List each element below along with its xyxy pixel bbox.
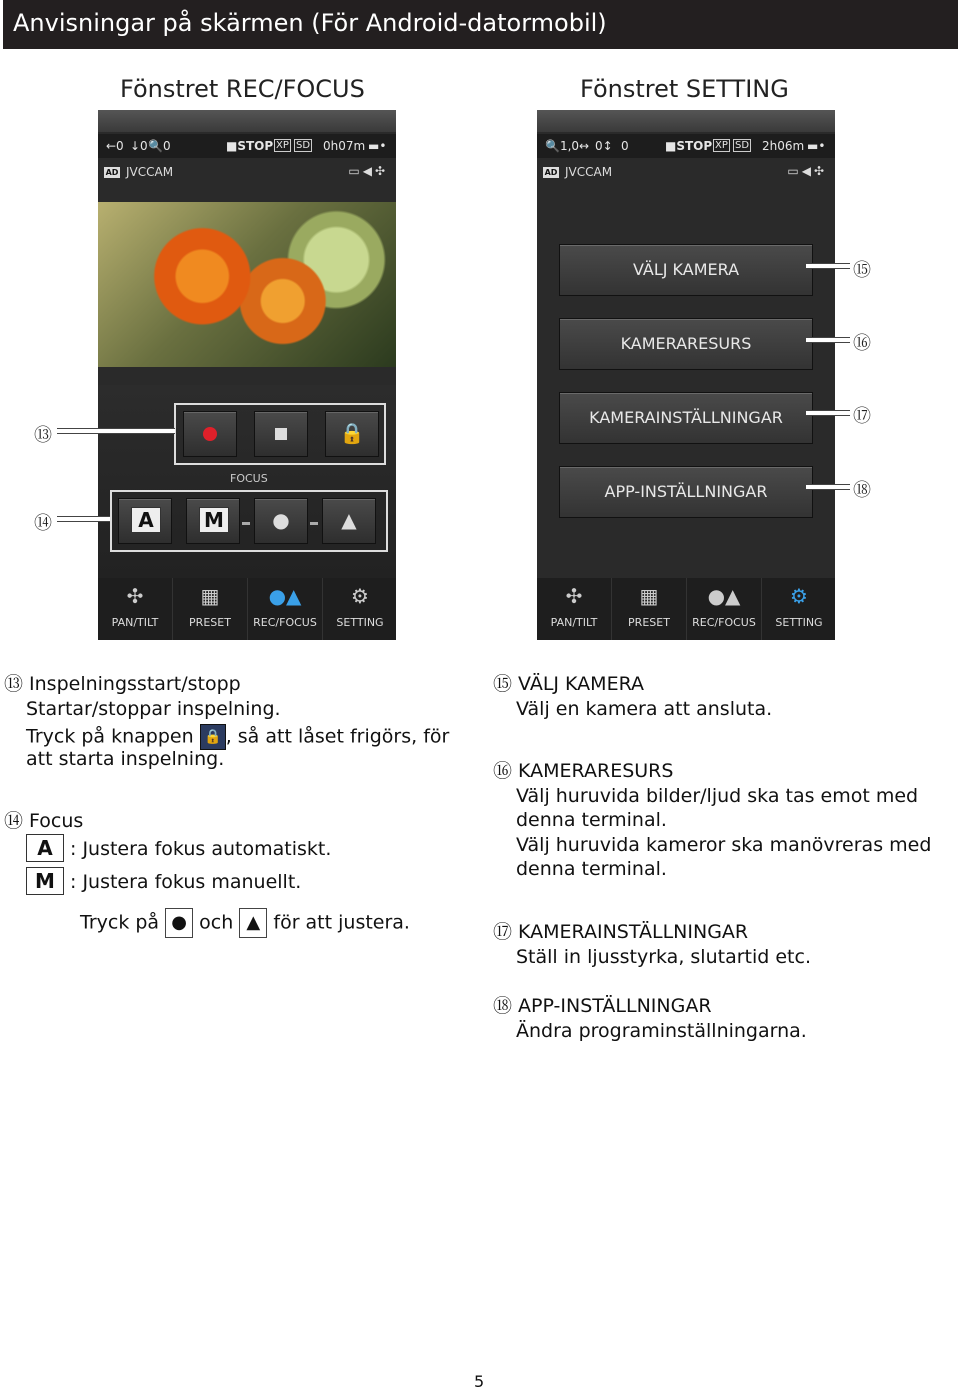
camera-preview bbox=[98, 202, 396, 367]
nav-pan-tilt[interactable] bbox=[537, 578, 612, 640]
callout-14: ⑭ bbox=[34, 513, 52, 534]
item13-title: ⑬ Inspelningsstart/stopp bbox=[4, 673, 241, 695]
app-settings-button[interactable]: APP-INSTÄLLNINGAR bbox=[559, 466, 813, 518]
focus-auto-button[interactable] bbox=[118, 498, 172, 544]
focus-dash bbox=[242, 522, 250, 525]
callout-15: ⑮ bbox=[853, 260, 871, 281]
record-time: 0h07m bbox=[323, 139, 366, 153]
person-icon: ● bbox=[272, 508, 290, 532]
gear-icon: ⚙ bbox=[790, 584, 808, 608]
item17-title: ⑰ KAMERAINSTÄLLNINGAR bbox=[493, 921, 749, 943]
preset-icon: ▦ bbox=[639, 584, 659, 608]
battery-icon: ▬• bbox=[368, 139, 387, 153]
zoom-value: 🔍0 bbox=[148, 139, 171, 153]
nav-setting[interactable] bbox=[762, 578, 835, 640]
item14-adjust-a: Tryck på bbox=[80, 911, 160, 934]
focus-manual-icon: M bbox=[199, 507, 229, 533]
setting-title: Fönstret SETTING bbox=[580, 75, 789, 103]
tilt-value: 0↕ bbox=[595, 139, 613, 153]
nav-pan-tilt[interactable] bbox=[98, 578, 173, 640]
item16-line4: denna terminal. bbox=[516, 858, 667, 880]
bottom-nav bbox=[98, 578, 396, 640]
item18-title: ⑱ APP-INSTÄLLNINGAR bbox=[493, 995, 712, 1017]
ad-badge: AD bbox=[544, 168, 558, 177]
focus-far-button[interactable] bbox=[322, 498, 376, 544]
device-status-icons: ▭◀✣ bbox=[787, 164, 827, 178]
item13-line1: Startar/stoppar inspelning. bbox=[26, 698, 281, 720]
item14-adjust-b: och bbox=[199, 911, 234, 934]
nav-label: SETTING bbox=[775, 616, 823, 629]
nav-label: PRESET bbox=[628, 616, 670, 629]
item16-line3: Välj huruvida kameror ska manövreras med bbox=[516, 834, 932, 856]
page-title: Anvisningar på skärmen (För Android-datormobil) bbox=[13, 9, 607, 37]
nav-preset[interactable] bbox=[173, 578, 248, 640]
item16-title: ⑯ KAMERARESURS bbox=[493, 760, 674, 782]
nav-rec-focus[interactable] bbox=[248, 578, 323, 640]
stop-status: ■STOP bbox=[665, 139, 713, 153]
nav-setting[interactable] bbox=[323, 578, 396, 640]
rec-focus-icon: ●▲ bbox=[707, 584, 741, 608]
pan-tilt-icon: ✣ bbox=[565, 584, 583, 608]
pan-tilt-icon: ✣ bbox=[126, 584, 144, 608]
device-row bbox=[98, 162, 396, 184]
focus-manual-button[interactable] bbox=[186, 498, 240, 544]
bottom-nav bbox=[537, 578, 835, 640]
device-name: JVCCAM bbox=[565, 165, 613, 179]
item15-title: ⑮ VÄLJ KAMERA bbox=[493, 673, 644, 695]
item16-line1: Välj huruvida bilder/ljud ska tas emot med bbox=[516, 785, 919, 807]
quality-badge: XP bbox=[276, 140, 289, 151]
quality-badge: XP bbox=[715, 140, 728, 151]
stop-button[interactable] bbox=[254, 411, 308, 457]
focus-dash bbox=[310, 522, 318, 525]
device-name: JVCCAM bbox=[126, 165, 174, 179]
item14-adjust bbox=[80, 908, 410, 938]
item13-line2b: , så att låset frigörs, för bbox=[225, 725, 450, 748]
item14-adjust-c: för att justera. bbox=[273, 911, 410, 934]
record-button[interactable] bbox=[183, 411, 237, 457]
page-number: 5 bbox=[474, 1372, 485, 1391]
record-time: 2h06m bbox=[762, 139, 805, 153]
preset-icon: ▦ bbox=[200, 584, 220, 608]
nav-label: REC/FOCUS bbox=[253, 616, 317, 629]
camera-settings-button[interactable]: KAMERAINSTÄLLNINGAR bbox=[559, 392, 813, 444]
select-camera-button[interactable]: VÄLJ KAMERA bbox=[559, 244, 813, 296]
battery-icon: ▬• bbox=[807, 139, 826, 153]
focus-auto-icon: A bbox=[131, 507, 161, 533]
leader-line-13 bbox=[57, 428, 175, 434]
item14-manual: : Justera fokus manuellt. bbox=[70, 871, 302, 893]
nav-preset[interactable] bbox=[612, 578, 687, 640]
pan-value: ←0 bbox=[106, 139, 124, 153]
callout-16: ⑯ bbox=[853, 333, 871, 354]
nav-rec-focus[interactable] bbox=[687, 578, 762, 640]
header-bar bbox=[3, 0, 958, 49]
mountain-icon: ▲ bbox=[239, 908, 267, 938]
gear-icon: ⚙ bbox=[351, 584, 369, 608]
phone-top-bar bbox=[98, 110, 396, 132]
rec-focus-icon: ●▲ bbox=[268, 584, 302, 608]
person-icon: ● bbox=[165, 908, 193, 938]
nav-label: PRESET bbox=[189, 616, 231, 629]
leader-line-14 bbox=[57, 516, 110, 522]
item16-line2: denna terminal. bbox=[516, 809, 667, 831]
callout-17: ⑰ bbox=[853, 406, 871, 427]
lock-icon: 🔒 bbox=[200, 724, 226, 750]
item14-auto: : Justera fokus automatiskt. bbox=[70, 838, 332, 860]
nav-label: PAN/TILT bbox=[550, 616, 598, 629]
lock-button[interactable] bbox=[325, 411, 379, 457]
stop-status: ■STOP bbox=[226, 139, 274, 153]
item18-line1: Ändra programinställningarna. bbox=[516, 1020, 807, 1042]
phone-top-bar bbox=[537, 110, 835, 132]
ad-badge: AD bbox=[105, 168, 119, 177]
leader-line-17 bbox=[806, 410, 850, 416]
item14-title: ⑭ Focus bbox=[4, 810, 84, 832]
item13-line2a: Tryck på knappen bbox=[26, 725, 194, 748]
focus-near-button[interactable] bbox=[254, 498, 308, 544]
zoom-value: 🔍1,0↔ bbox=[545, 139, 590, 153]
focus-auto-key-icon: A bbox=[26, 834, 64, 862]
leader-line-18 bbox=[806, 484, 850, 490]
camera-resource-button[interactable]: KAMERARESURS bbox=[559, 318, 813, 370]
nav-label: SETTING bbox=[336, 616, 384, 629]
status-row bbox=[537, 134, 835, 158]
rec-focus-screen bbox=[98, 110, 396, 640]
focus-controls bbox=[110, 490, 388, 552]
callout-18: ⑱ bbox=[853, 480, 871, 501]
mountain-icon: ▲ bbox=[341, 508, 357, 532]
status-row bbox=[98, 134, 396, 158]
nav-label: REC/FOCUS bbox=[692, 616, 756, 629]
rec-focus-title: Fönstret REC/FOCUS bbox=[120, 75, 365, 103]
nav-label: PAN/TILT bbox=[111, 616, 159, 629]
leader-line-15 bbox=[806, 263, 850, 269]
focus-label: FOCUS bbox=[230, 472, 268, 485]
record-controls bbox=[174, 403, 386, 465]
lock-icon: 🔒 bbox=[339, 421, 365, 445]
stop-icon bbox=[275, 428, 287, 440]
pan-value: 0 bbox=[621, 139, 629, 153]
device-status-icons: ▭◀✣ bbox=[348, 164, 388, 178]
leader-line-16 bbox=[806, 337, 850, 343]
media-badge: SD bbox=[296, 140, 311, 151]
item13-line3: att starta inspelning. bbox=[26, 748, 225, 770]
item15-line1: Välj en kamera att ansluta. bbox=[516, 698, 773, 720]
device-row bbox=[537, 162, 835, 184]
tilt-value: ↓0 bbox=[130, 139, 148, 153]
focus-manual-key-icon: M bbox=[26, 867, 64, 895]
item17-line1: Ställ in ljusstyrka, slutartid etc. bbox=[516, 946, 811, 968]
media-badge: SD bbox=[735, 140, 750, 151]
callout-13: ⑬ bbox=[34, 425, 52, 446]
record-icon bbox=[203, 427, 217, 441]
setting-screen bbox=[537, 110, 835, 640]
